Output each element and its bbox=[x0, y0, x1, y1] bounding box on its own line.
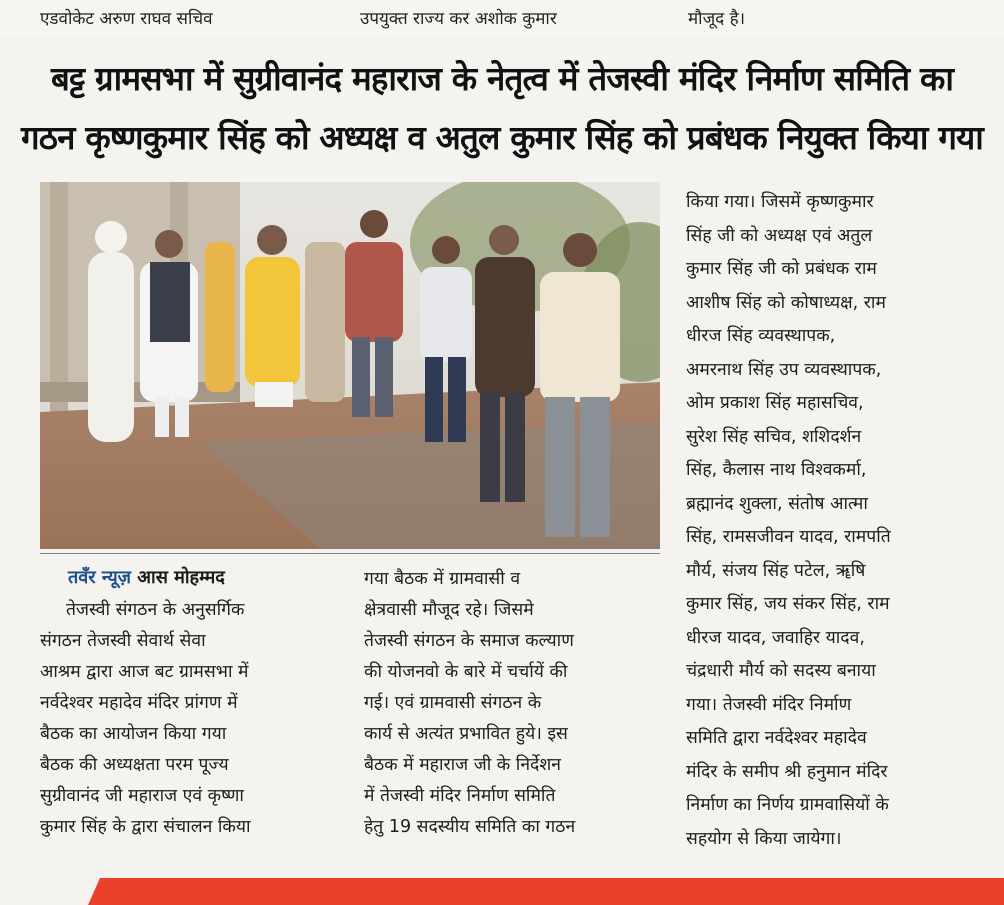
top-strip-text-3: मौजूद है। bbox=[688, 9, 746, 29]
photo-illustration bbox=[40, 182, 660, 549]
column-3-line: आशीष सिंह को कोषाध्यक्ष, राम bbox=[686, 292, 886, 313]
column-3-line: मौर्य, संजय सिंह पटेल, ॠषि bbox=[686, 560, 866, 581]
column-3-line: चंद्रधारी मौर्य को सदस्य बनाया bbox=[686, 661, 876, 681]
column-1-line: कुमार सिंह के द्वारा संचालन किया bbox=[40, 817, 251, 837]
column-3-line: मंदिर के समीप श्री हनुमान मंदिर bbox=[686, 761, 888, 782]
photo-bottom-rule bbox=[40, 553, 660, 554]
column-1-line: बैठक की अध्यक्षता परम पूज्य bbox=[40, 755, 229, 775]
previous-article-strip bbox=[0, 0, 1004, 36]
column-3-line: समिति द्वारा नर्वदेश्वर महादेव bbox=[686, 728, 867, 748]
column-3-line: सिंह, रामसजीवन यादव, रामपति bbox=[686, 527, 891, 547]
column-3-line: सहयोग से किया जायेगा। bbox=[686, 828, 842, 849]
headline-line-2: गठन कृष्णकुमार सिंह को अध्यक्ष व अतुल कुमार सिंह को प्रबंधक नियुक्त किया गया bbox=[20, 118, 983, 157]
headline-line-1: बट्ट ग्रामसभा में सुग्रीवानंद महाराज के नेतृत्व में तेजस्वी मंदिर निर्माण समिति का bbox=[50, 59, 954, 98]
column-2-line: हेतु 19 सदस्यीय समिति का गठन bbox=[364, 817, 576, 837]
column-3-line: ब्रह्मानंद शुक्ला, संतोष आत्मा bbox=[686, 493, 868, 514]
column-2-line: में तेजस्वी मंदिर निर्माण समिति bbox=[364, 786, 556, 806]
article-column-2 bbox=[364, 564, 660, 843]
article-column-3 bbox=[686, 186, 980, 856]
footer-red-bar bbox=[88, 878, 1004, 905]
column-3-line: किया गया। जिसमें कृष्णकुमार bbox=[686, 192, 874, 212]
column-3-line: गया। तेजस्वी मंदिर निर्माण bbox=[686, 694, 852, 715]
byline-source: तवँर न्यूज़ bbox=[68, 567, 132, 588]
column-1-line: संगठन तेजस्वी सेवार्थ सेवा bbox=[40, 631, 206, 651]
article-column-1 bbox=[40, 595, 332, 843]
column-2-line: की योजनवो के बारे में चर्चायें की bbox=[364, 662, 568, 682]
column-3-line: अमरनाथ सिंह उप व्यवस्थापक, bbox=[686, 359, 882, 380]
column-1-line: आश्रम द्वारा आज बट ग्रामसभा में bbox=[40, 662, 249, 682]
news-photo bbox=[40, 182, 660, 549]
byline bbox=[68, 565, 225, 589]
column-3-line: कुमार सिंह, जय संकर सिंह, राम bbox=[686, 594, 890, 614]
column-1-line: बैठक का आयोजन किया गया bbox=[40, 724, 227, 744]
top-strip-text-2: उपयुक्त राज्य कर अशोक कुमार bbox=[360, 9, 557, 29]
byline-reporter: आस मोहम्मद bbox=[137, 567, 225, 588]
column-3-line: धीरज यादव, जवाहिर यादव, bbox=[686, 627, 865, 648]
column-3-line: ओम प्रकाश सिंह महासचिव, bbox=[686, 393, 864, 413]
column-2-line: तेजस्वी संगठन के समाज कल्याण bbox=[364, 631, 574, 651]
column-2-line: कार्य से अत्यंत प्रभावित हुये। इस bbox=[364, 724, 568, 744]
column-1-line: सुग्रीवानंद जी महाराज एवं कृष्णा bbox=[40, 786, 244, 806]
column-2-line: बैठक में महाराज जी के निर्देशन bbox=[364, 755, 561, 775]
column-2-line: गई। एवं ग्रामवासी संगठन के bbox=[364, 693, 542, 713]
column-3-line: धीरज सिंह व्यवस्थापक, bbox=[686, 326, 836, 346]
top-strip-text-1: एडवोकेट अरुण राघव सचिव bbox=[40, 9, 213, 29]
column-3-line: सिंह, कैलास नाथ विश्वकर्मा, bbox=[686, 460, 867, 480]
column-1-line: नर्वदेश्वर महादेव मंदिर प्रांगण में bbox=[40, 693, 238, 713]
column-1-line: तेजस्वी संगठन के अनुसर्गिक bbox=[66, 600, 245, 620]
column-3-line: कुमार सिंह जी को प्रबंधक राम bbox=[686, 259, 877, 279]
column-3-line: निर्माण का निर्णय ग्रामवासियों के bbox=[686, 795, 889, 815]
column-3-line: सिंह जी को अध्यक्ष एवं अतुल bbox=[686, 225, 873, 246]
column-2-line: क्षेत्रवासी मौजूद रहे। जिसमे bbox=[364, 600, 534, 620]
column-2-line: गया बैठक में ग्रामवासी व bbox=[364, 569, 521, 589]
column-3-line: सुरेश सिंह सचिव, शशिदर्शन bbox=[686, 426, 862, 447]
